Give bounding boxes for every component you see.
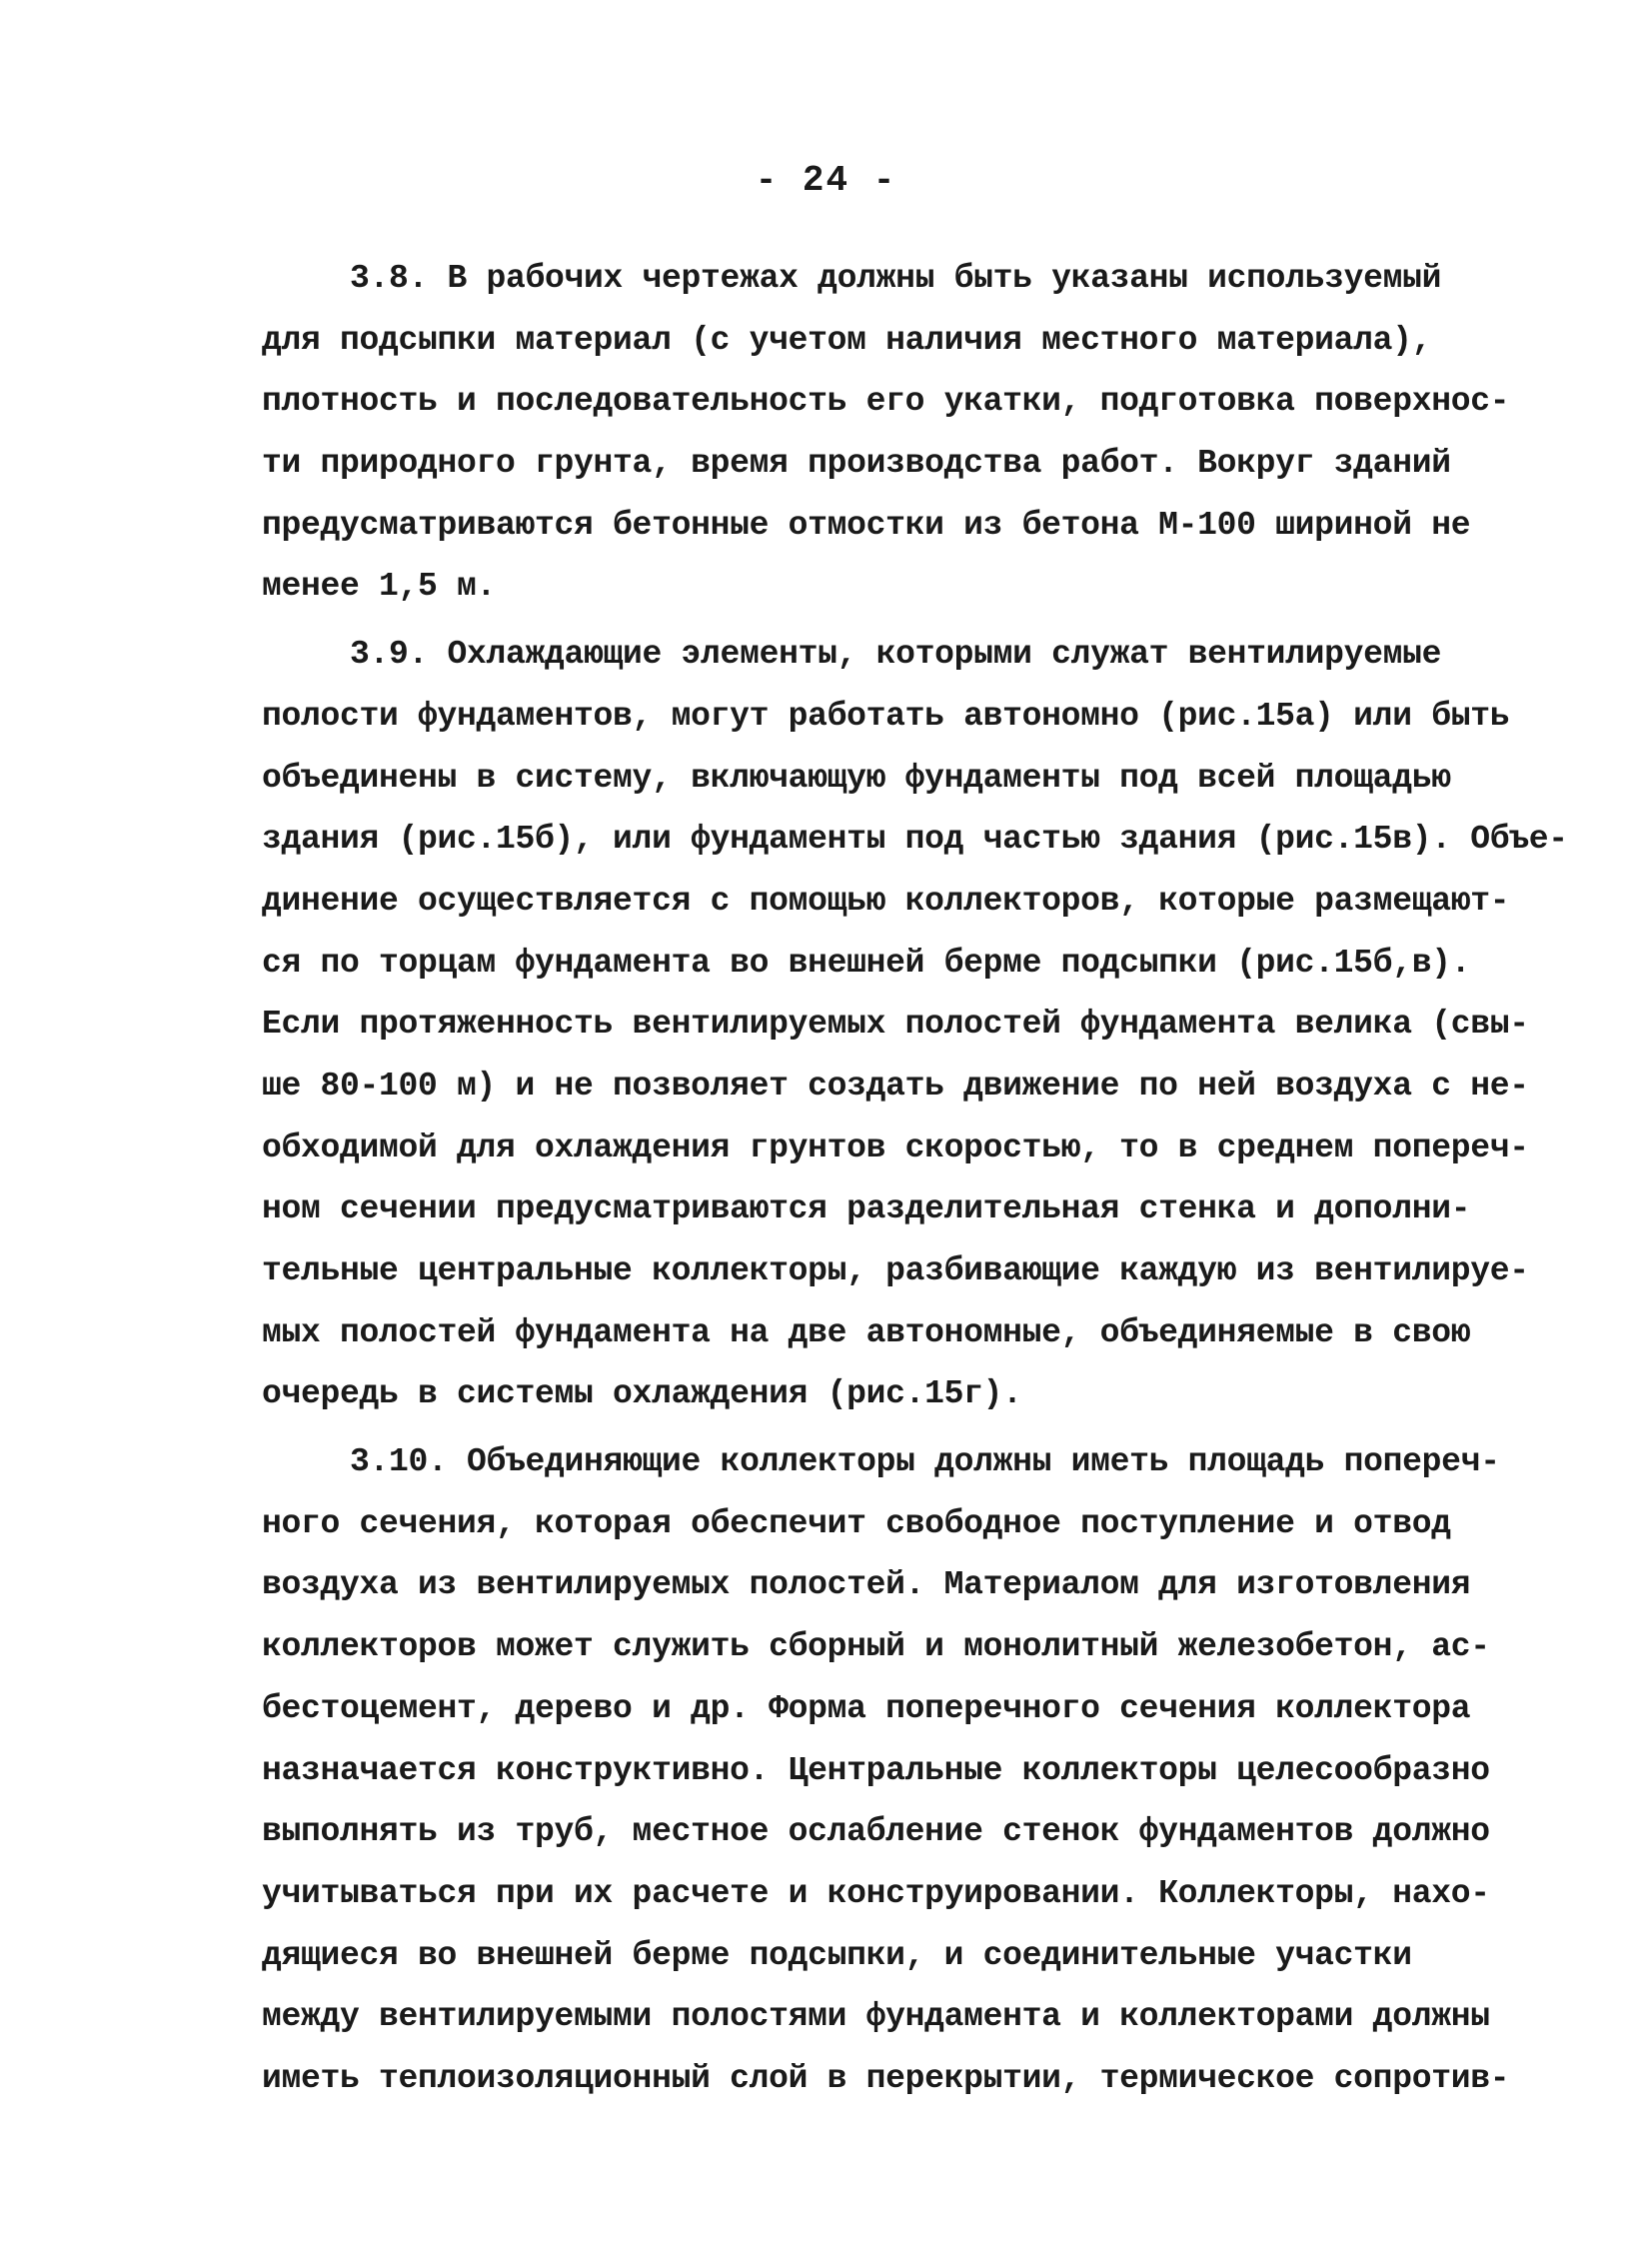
text-line: Если протяженность вентилируемых полостей фундамента велика (свы- [262, 1006, 1529, 1044]
paragraph-3-10 [262, 1431, 1510, 2110]
text-line: очередь в системы охлаждения (рис.15г). [262, 1375, 1022, 1413]
page-number: - 24 - [755, 160, 897, 201]
text-line: полости фундаментов, могут работать автономно (рис.15а) или быть [262, 697, 1510, 735]
text-line: 3.9. Охлаждающие элементы, которыми служат вентилируемые [350, 636, 1442, 674]
text-line: менее 1,5 м. [262, 568, 497, 606]
text-line: назначается конструктивно. Центральные коллекторы целесообразно [262, 1751, 1490, 1789]
text-line: иметь теплоизоляционный слой в перекрытии, термическое сопротив- [262, 2059, 1510, 2097]
body-text [262, 248, 1568, 2110]
text-line: воздуха из вентилируемых полостей. Материалом для изготовления [262, 1566, 1471, 1604]
text-line: коллекторов может служить сборный и монолитный железобетон, ас- [262, 1628, 1490, 1666]
text-line: объединены в систему, включающую фундаменты под всей площадью [262, 759, 1451, 797]
text-line: ти природного грунта, время производства работ. Вокруг зданий [262, 445, 1451, 483]
text-line: ном сечении предусматриваются разделительная стенка и дополни- [262, 1190, 1471, 1228]
text-line: здания (рис.15б), или фундаменты под частью здания (рис.15в). Объе- [262, 821, 1568, 859]
text-line: 3.10. Объединяющие коллекторы должны иметь площадь попереч- [350, 1443, 1500, 1481]
text-line: динение осуществляется с помощью коллекторов, которые размещают- [262, 882, 1510, 920]
text-line: плотность и последовательность его укатки, подготовка поверхнос- [262, 383, 1510, 421]
paragraph-3-8 [262, 248, 1510, 618]
text-line: 3.8. В рабочих чертежах должны быть указаны используемый [350, 260, 1442, 297]
text-line: мых полостей фундамента на две автономные, объединяемые в свою [262, 1313, 1471, 1351]
text-line: ше 80-100 м) и не позволяет создать движение по ней воздуха с не- [262, 1067, 1529, 1105]
text-line: предусматриваются бетонные отмостки из бетона М-100 шириной не [262, 506, 1471, 544]
text-line: дящиеся во внешней берме подсыпки, и соединительные участки [262, 1936, 1412, 1974]
text-line: обходимой для охлаждения грунтов скоростью, то в среднем попереч- [262, 1128, 1529, 1166]
text-line: учитываться при их расчете и конструировании. Коллекторы, нахо- [262, 1874, 1490, 1912]
paragraph-3-9 [262, 624, 1568, 1425]
text-line: бестоцемент, дерево и др. Форма поперечного сечения коллектора [262, 1689, 1471, 1727]
text-line: ного сечения, которая обеспечит свободное поступление и отвод [262, 1504, 1451, 1542]
text-line: ся по торцам фундамента во внешней берме подсыпки (рис.15б,в). [262, 944, 1471, 982]
text-line: выполнять из труб, местное ослабление стенок фундаментов должно [262, 1813, 1490, 1851]
text-line: для подсыпки материал (с учетом наличия местного материала), [262, 321, 1432, 359]
text-line: тельные центральные коллекторы, разбивающие каждую из вентилируе- [262, 1252, 1529, 1289]
text-line: между вентилируемыми полостями фундамента и коллекторами должны [262, 1998, 1490, 2036]
